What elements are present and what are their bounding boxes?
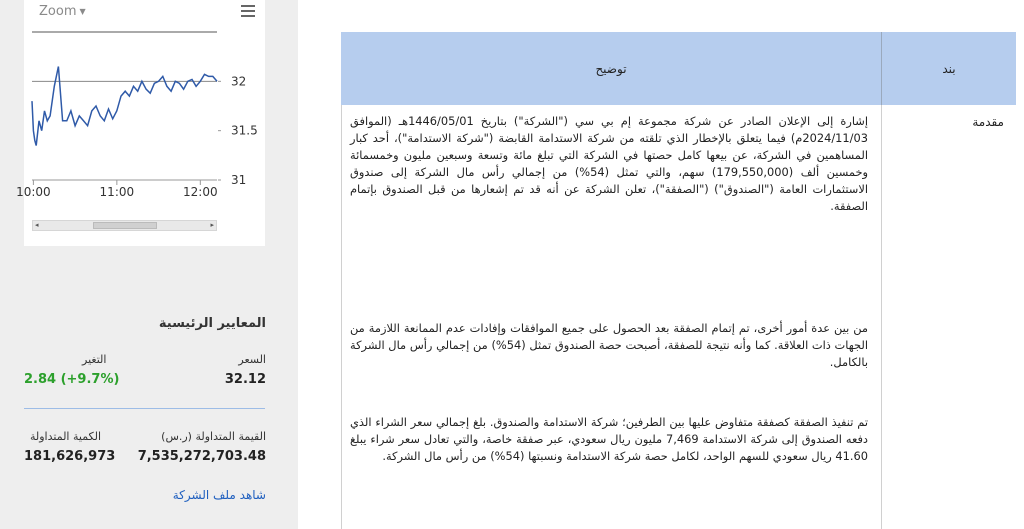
paragraph-3: تم تنفيذ الصفقة كصفقة متفاوض عليها بين الطرفين؛ شركة الاستدامة والصندوق. بلغ إجمالي سعر الشراء الذي دفعه الصندوق إلى شركة الاستدامة 7,469 مليون ريال سعودي، عبر صفقة خاصة، والتي تعادل سعر شراء يبلغ 41.60 ريال سعودي للسهم الواحد، لكامل حصة شركة الاستدامة ونسبتها (54%) من رأس مال الشركة. (350, 415, 868, 463)
traded-value-label: القيمة المتداولة (ر.س) (161, 430, 266, 443)
scroll-right-icon[interactable]: ▸ (210, 221, 214, 229)
price-value: 32.12 (224, 372, 266, 387)
column-separator (881, 105, 882, 529)
traded-qty-label: الكمية المتداولة (30, 430, 102, 443)
header-band: بند (881, 32, 1016, 105)
key-metrics-title: المعايير الرئيسية (158, 316, 266, 331)
zoom-label: Zoom (39, 4, 77, 19)
chart-scrollbar[interactable] (32, 220, 217, 231)
header-description: توضيح (595, 61, 627, 76)
chart-x-tick-10:00: 10:00 (16, 185, 51, 199)
change-label: التغير (82, 353, 107, 366)
table-body (341, 105, 1016, 529)
paragraph-1: إشارة إلى الإعلان الصادر عن شركة مجموعة إم بي سي ("الشركة") بتاريخ 1446/05/01هـ (الموافق 2024/11/03م) فيما يتعلق بالإخطار الذي تلقته من شركة الاستدامة القابضة ("شركة الاستدامة")، أحد كبار المساهمين في الشركة، عن بيعها كامل حصتها في الشركة التي تبلغ مائة وتسعة وسبعين مليون وخمسمائة وخمسين ألف (179,550,000) سهم، والتي تمثل (54%) من إجمالي رأس مال الشركة إلى صندوق الاستثمارات العامة ("الصندوق") ("الصفقة")، تعلن الشركة عن أنه قد تم إشعارها من قبل الصندوق بإتمام الصفقة. (350, 114, 868, 213)
announcement-table (341, 32, 1016, 105)
chart-y-tick-32: 32 (231, 74, 247, 89)
scroll-thumb[interactable] (93, 222, 157, 229)
metrics-divider (24, 408, 265, 409)
traded-qty: 181,626,973 (24, 449, 116, 464)
scroll-left-icon[interactable]: ◂ (35, 221, 39, 229)
chart-y-tick-31.5: 31.5 (231, 123, 258, 138)
chart-series-line (32, 67, 217, 146)
paragraph-2: من بين عدة أمور أخرى، تم إتمام الصفقة بعد الحصول على جميع الموافقات وإفادات عدم الممانعة اللازمة من الجهات ذات العلاقة. كما وأنه نتيجة للصفقة، أصبحت حصة الصندوق تمثل (54%) من إجمالي رأس مال الشركة بالكامل. (350, 321, 868, 369)
price-chart (16, 0, 265, 220)
view-company-profile-link[interactable]: شاهد ملف الشركة (172, 488, 266, 502)
change-value: 2.84 (+9.7%) (24, 372, 120, 387)
chevron-down-icon: ▼ (79, 7, 86, 16)
row-band-intro: مقدمة (972, 115, 1004, 129)
sidebar (0, 0, 298, 529)
price-label: السعر (238, 353, 266, 366)
price-chart-card (16, 0, 265, 246)
chart-x-tick-12:00: 12:00 (183, 185, 218, 199)
chart-y-tick-31: 31 (231, 173, 247, 187)
chart-x-tick-11:00: 11:00 (99, 185, 135, 199)
traded-value: 7,535,272,703.48 (137, 449, 266, 464)
